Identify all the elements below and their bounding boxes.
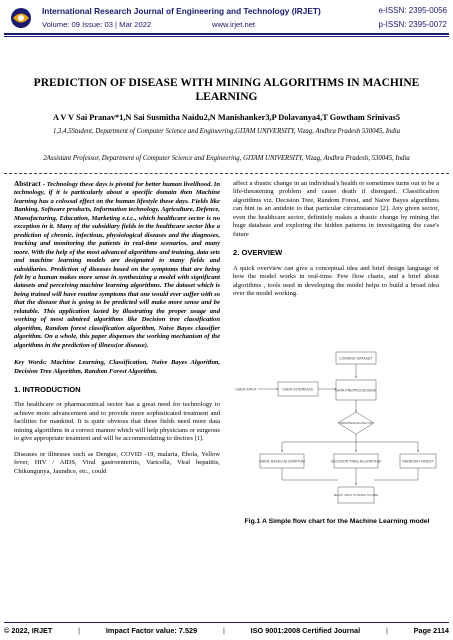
author-list: A V V Sai Pranav*1,N Sai Susmitha Naidu2,N Manishanker3,P Dolavanya4,T Gowtham Srinivas5 [52,113,401,122]
keywords-label: Key Words: [14,359,48,367]
keywords-text: Machine Learning, Classification, Naive Bayes Algorithm, Decision Tree Algorithm, Random Forest Algorithm. [14,359,220,375]
label-loading-dataset: LOADING DATASET [339,356,373,361]
header-rule-thin [4,36,449,37]
label-performance-analysis: PERFORMANCE ANALYSIS [339,422,373,425]
keywords [14,359,220,376]
abstract [14,180,220,350]
header-rule [4,33,449,35]
affiliation-professor: 2Assistant Professor, Department of Computer Science and Engineering, GITAM UNIVERSITY, Vizag, Andhra Pradesh, 530045, India [43,155,410,162]
label-user-input: USER INPUT [235,387,257,392]
journal-header [0,0,453,52]
footer-divider: | [78,626,81,635]
label-user-interface: USER INTERFACE [282,387,314,392]
label-result: RESULT (INPUT IS SHOWN TO USER) [333,494,379,497]
right-column [233,180,439,305]
footer-divider: | [222,626,225,635]
section-separator [4,173,449,175]
intro-paragraph-2: Diseases or illnesses such as Dengue, COVID -19, malaria, Ebola, Yellow fever, HIV / AIDS, Viral gastroenteritis, Varicella, Viral hepatitis, Chikungunya, Jaundice, etc., could [14,450,220,475]
abstract-text: Technology these days is pivotal for better human livelihood. In technology, if it is particularly about a specific domain then Machine learning has a colossal effect on the human lifestyle these days. Fields like Banking, Software products, Information technology, Agriculture, Defence, Manufacturing, Education, Marketing e.t.c., which healthcare sector is no exception in it. Many of the subsidiary fields in the healthcare sector like a prediction of chronic, infectious, physiological diseases and the diagnoses, tracking and monitoring the patients in real-time scenarios, and many more. With the help of the most advanced algorithms and training, data sets and machine learning models are designated to many fields and subsidiaries. Prediction of diseases based on the symptoms that are being felt by a human makes more sense in synthesizing a model with significant datasets and perceiving machine learning algorithms. The dataset which is being trained will have routine symptoms that one would ever suffer with so that the disease that is going to be predicted will make more sense and be relatable. This application lasted by illustrating the proper usage and working of most admired algorithms like Decision tree classification algorithm, Random forest classification algorithm, Naive Bayes classifier algorithm. On a whole, this paper dispenses the working mechanism of the algorithms in the prediction of illness(or disease). [14,181,221,349]
page-footer [4,626,449,635]
label-naive-bayes: NAIVE BAYES ALGORITHM [259,459,305,464]
overview-paragraph: A quick overview can give a conceptual idea and brief design language of how the model works in real-time. Few flow charts, and a brief about algorithms , tools used in developing the model helps to build a broad idea over the model working. [233,264,439,297]
label-random-forest: RANDOM FOREST [402,459,434,464]
intro-paragraph-1: The healthcare or pharmaceutical sector has a great need for technology to achieve more advancement and to provide more sophisticated treatment and facilities for mankind. It is quite obvious that these fields need more data mining algorithms in a correct manner which will help physicians or surgeons to give appropriate treatment and will be accommodating to doctors [1]. [14,401,220,443]
section-heading-introduction: 1. INTRODUCTION [14,384,81,394]
section-heading-overview: 2. OVERVIEW [233,248,283,258]
affiliation-students: 1,3,4,5Student, Department of Computer Science and Engineering,GITAM UNIVERSITY, Vizag, Andhra Pradesh 530045, India [52,128,401,135]
left-column [14,180,220,483]
footer-rule [4,622,449,623]
abstract-label: Abstract - [14,180,46,188]
footer-copyright: © 2022, IRJET [4,626,53,635]
irjet-logo-icon [6,6,36,30]
p-issn: p-ISSN: 2395-0072 [378,20,447,29]
label-decision-tree: DECISION TREE ALGORITHM [330,459,382,464]
footer-divider: | [385,626,388,635]
journal-name: International Research Journal of Engineering and Technology (IRJET) [42,6,321,16]
journal-website[interactable]: www.irjet.net [212,20,256,29]
e-issn: e-ISSN: 2395-0056 [378,6,447,15]
footer-impact-factor: Impact Factor value: 7.529 [105,626,198,635]
footer-page-number: Page 2114 [413,626,449,635]
flow-chart-figure [234,348,440,510]
figure-caption: Fig.1 A Simple flow chart for the Machine Learning model [244,518,430,525]
volume-issue: Volume: 09 Issue: 03 | Mar 2022 [42,20,152,29]
intro-continuation: affect a drastic change in an individual's health or sometimes turns out to be a life-threatening problem and cause death if disregard. Classification algorithms viz. Decision Tree, Random Forest, and Naive Bayes algorithms can hint us an antidote to that particular circumstance [2]. Any given sector, even the healthcare sector, definitely makes a drastic change by mining the huge database and exploring the hidden patterns in investigating the case's future [233,180,439,238]
paper-title: PREDICTION OF DISEASE WITH MINING ALGORITHMS IN MACHINE LEARNING [33,77,420,103]
label-data-preprocessing: DATA PREPROCESSING [335,388,377,393]
footer-iso: ISO 9001:2008 Certified Journal [250,626,361,635]
